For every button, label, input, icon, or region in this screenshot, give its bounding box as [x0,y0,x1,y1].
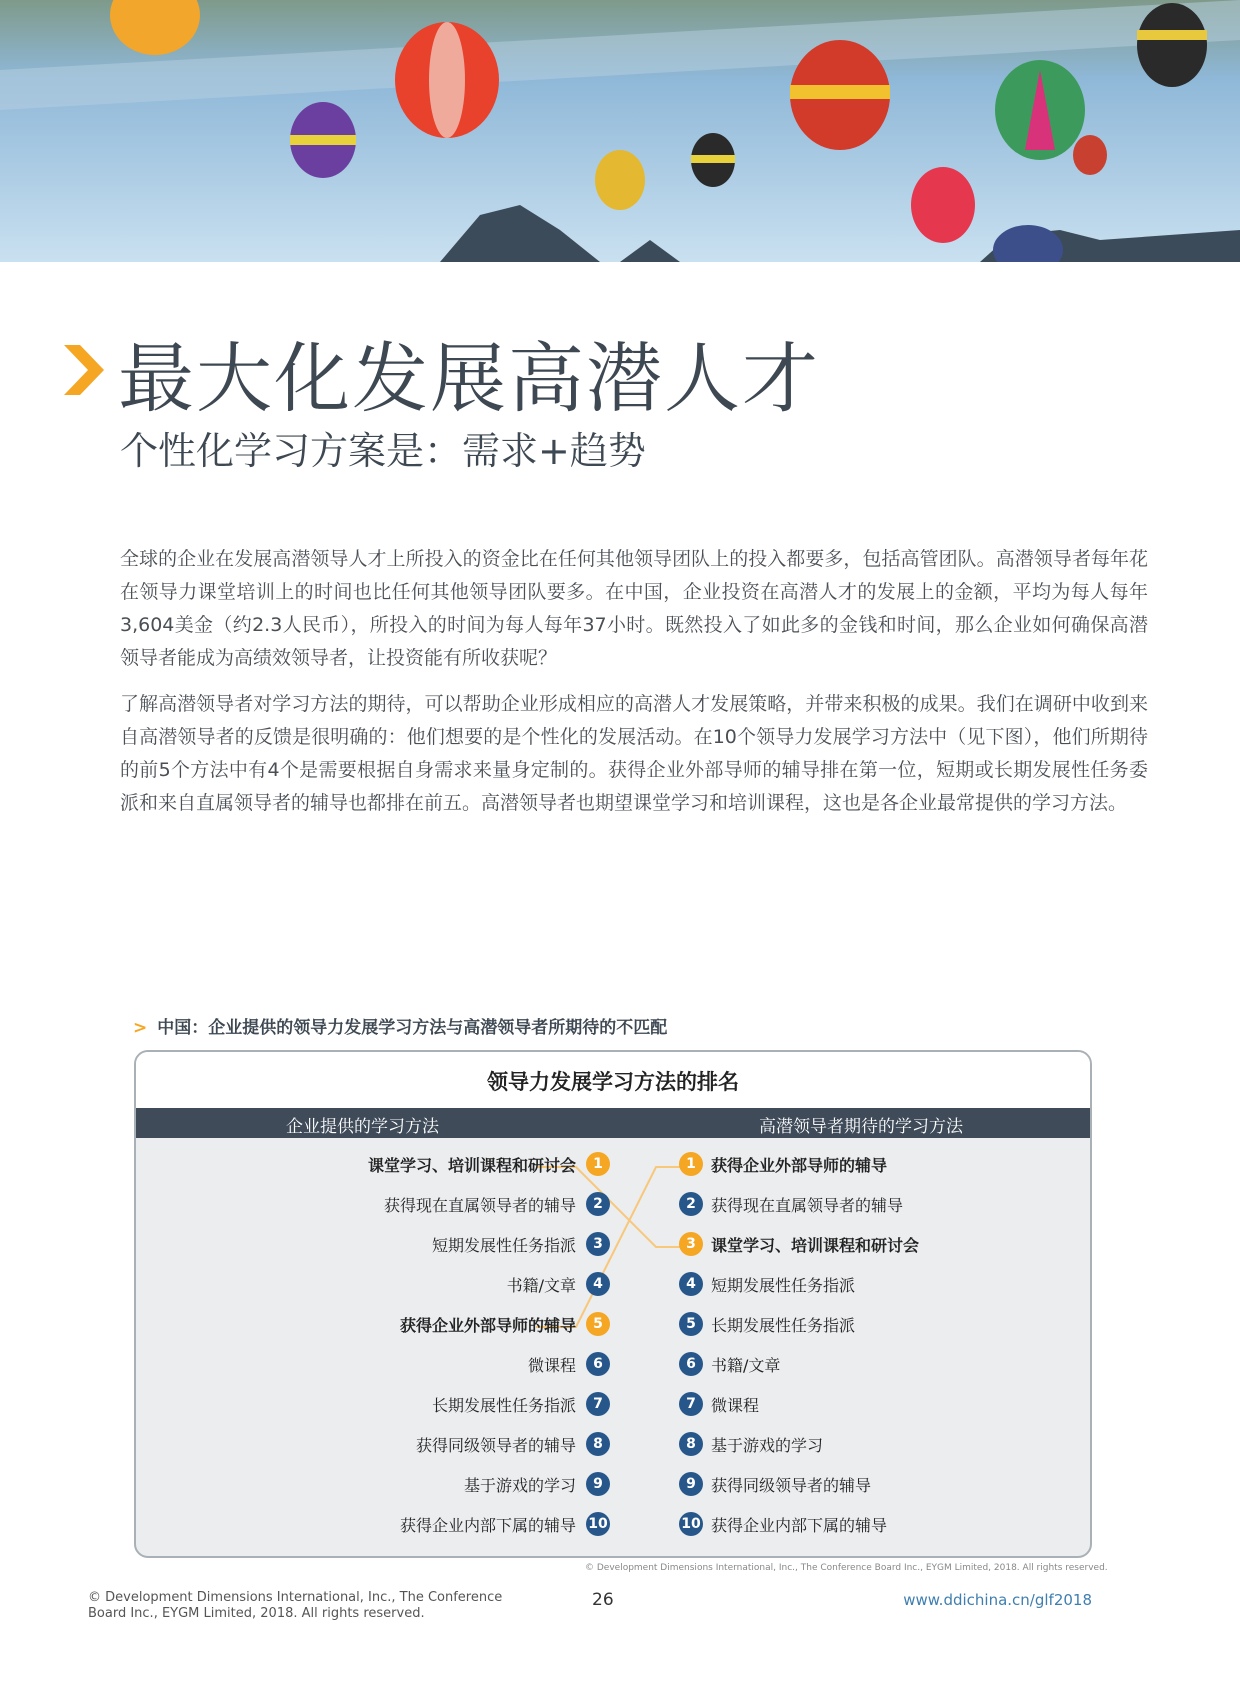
method-label: 获得企业内部下属的辅导 [711,1515,888,1535]
page-subtitle: 个性化学习方案是：需求+趋势 [120,429,646,473]
right-ranking-item [679,1432,823,1462]
figure-copyright: © Development Dimensions International, Inc., The Conference Board Inc., EYGM Limited, 2018. All rights reserved. [585,1563,1108,1573]
left-ranking-item [464,1472,610,1502]
rank-badge: 6 [586,1352,610,1376]
left-ranking-item [432,1392,610,1422]
rank-badge: 7 [679,1392,703,1416]
figure-title: 领导力发展学习方法的排名 [487,1070,739,1094]
rank-badge: 10 [586,1512,610,1536]
left-ranking-item [507,1272,610,1302]
method-label: 获得同级领导者的辅导 [415,1435,576,1455]
rank-badge: 9 [679,1472,703,1496]
mismatch-connector-lines [136,1052,1092,1558]
method-label: 课堂学习、培训课程和研讨会 [711,1235,920,1255]
right-ranking-item [679,1392,759,1422]
method-label: 短期发展性任务指派 [711,1275,856,1295]
rank-badge: 5 [586,1312,610,1336]
left-ranking-item [384,1192,610,1222]
footer-url-link[interactable]: www.ddichina.cn/glf2018 [903,1591,1092,1609]
right-ranking-item [679,1312,855,1342]
rank-badge: 1 [679,1152,703,1176]
rank-badge: 3 [586,1232,610,1256]
footer-copyright: © Development Dimensions International, Inc., The Conference Board Inc., EYGM Limited, 2018. All rights reserved. [88,1590,503,1621]
method-label: 获得现在直属领导者的辅导 [383,1195,576,1215]
rank-badge: 7 [586,1392,610,1416]
method-label: 获得企业内部下属的辅导 [399,1515,576,1535]
figure-caption: > 中国：企业提供的领导力发展学习方法与高潜领导者所期待的不匹配 [133,1018,668,1038]
right-ranking-item [679,1192,903,1222]
hot-air-balloons-banner [0,0,1240,262]
rank-badge: 3 [679,1232,703,1256]
method-label: 获得同级领导者的辅导 [711,1475,872,1495]
right-ranking-item [679,1352,780,1382]
rank-badge: 2 [679,1192,703,1216]
left-ranking-item [528,1352,610,1382]
rank-badge: 1 [586,1152,610,1176]
right-ranking-item [679,1272,855,1302]
caption-chevron-icon: > [133,1018,148,1038]
rank-badge: 9 [586,1472,610,1496]
left-ranking-item [416,1432,610,1462]
right-column-header: 高潜领导者期待的学习方法 [759,1117,963,1137]
rank-badge: 4 [679,1272,703,1296]
method-label: 获得现在直属领导者的辅导 [711,1195,904,1215]
rank-badge: 2 [586,1192,610,1216]
method-label: 书籍/文章 [711,1355,781,1375]
rank-badge: 10 [679,1512,703,1536]
method-label: 课堂学习、培训课程和研讨会 [367,1155,576,1175]
right-ranking-item [679,1472,871,1502]
rank-badge: 5 [679,1312,703,1336]
method-label: 获得企业外部导师的辅导 [399,1315,576,1335]
rank-badge: 6 [679,1352,703,1376]
body-paragraph: 全球的企业在发展高潜领导人才上所投入的资金比在任何其他领导团队上的投入都要多，包括高管团队。高潜领导者每年花在领导力课堂培训上的时间也比任何其他领导团队要多。在中国，企业投资在高潜人才的发展上的金额，平均为每人每年3,604美金（约2.3人民币），所投入的时间为每人每年37小时。既然投入了如此多的金钱和时间，那么企业如何确保高潜领导者能成为高绩效领导者，让投资能有所收获呢？ [120,548,1148,669]
method-label: 长期发展性任务指派 [431,1395,576,1415]
rank-badge: 4 [586,1272,610,1296]
chevron-right-icon [64,345,104,395]
method-label: 长期发展性任务指派 [711,1315,856,1335]
method-label: 微课程 [711,1395,760,1415]
left-ranking-item [400,1312,610,1342]
method-label: 书籍/文章 [506,1275,576,1295]
right-ranking-item [679,1152,887,1182]
left-ranking-item [400,1512,610,1542]
left-ranking-item [368,1152,610,1182]
rank-badge: 8 [679,1432,703,1456]
ranking-figure [134,1050,1092,1558]
left-ranking-item [432,1232,610,1262]
method-label: 获得企业外部导师的辅导 [711,1155,888,1175]
method-label: 基于游戏的学习 [711,1435,824,1455]
page-title: 最大化发展高潜人才 [118,334,820,423]
right-ranking-item [679,1512,887,1542]
method-label: 基于游戏的学习 [463,1475,576,1495]
rank-badge: 8 [586,1432,610,1456]
right-ranking-item [679,1232,919,1262]
method-label: 短期发展性任务指派 [431,1235,576,1255]
body-paragraph: 了解高潜领导者对学习方法的期待，可以帮助企业形成相应的高潜人才发展策略，并带来积极的成果。我们在调研中收到来自高潜领导者的反馈是很明确的：他们想要的是个性化的发展活动。在10个领导力发展学习方法中（见下图），他们所期待的前5个方法中有4个是需要根据自身需求来量身定制的。获得企业外部导师的辅导排在第一位，短期或长期发展性任务委派和来自直属领导者的辅导也都排在前五。高潜领导者也期望课堂学习和培训课程，这也是各企业最常提供的学习方法。 [120,693,1148,814]
left-column-header: 企业提供的学习方法 [286,1117,439,1137]
page-number: 26 [592,1590,614,1610]
method-label: 微课程 [527,1355,576,1375]
